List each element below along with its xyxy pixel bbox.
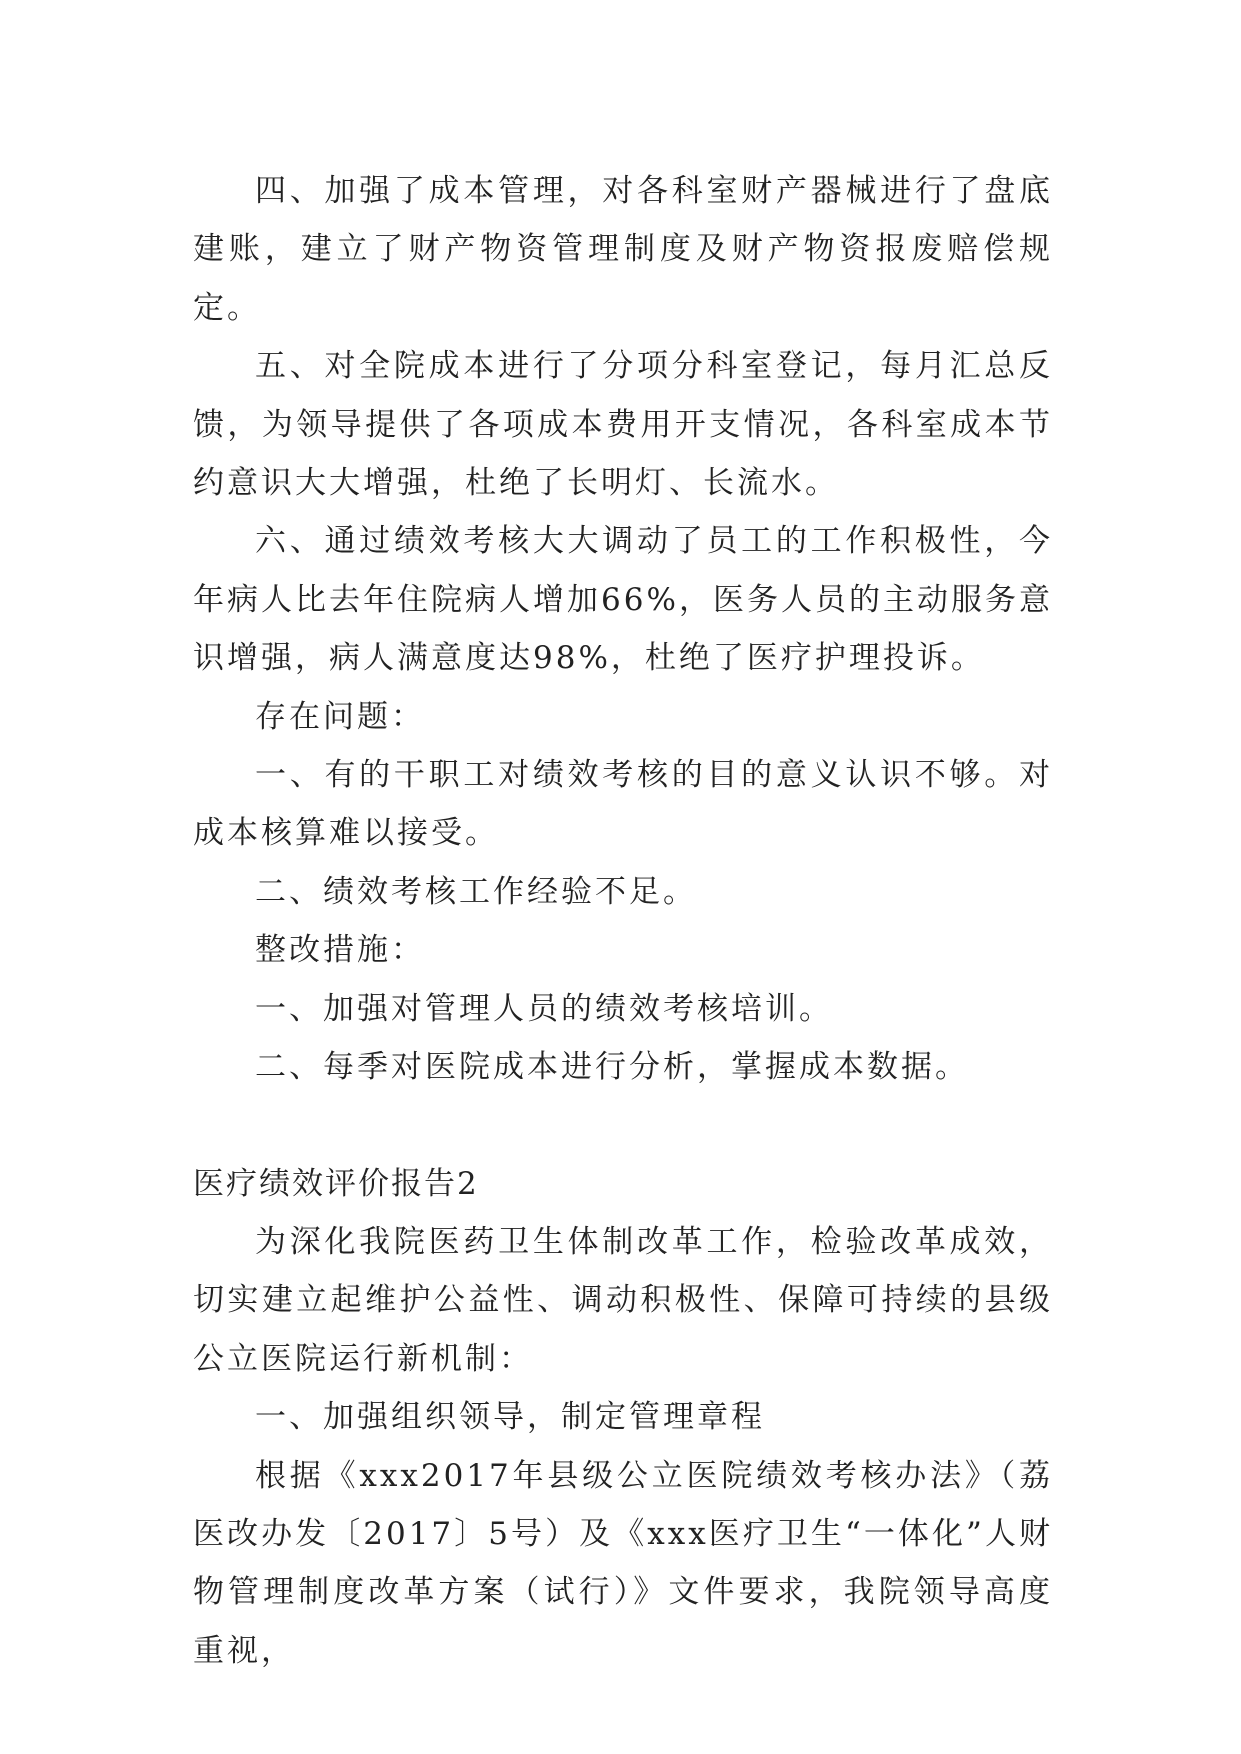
- paragraph-measure-2: 二、每季对医院成本进行分析，掌握成本数据。: [255, 1049, 969, 1086]
- paragraph-intro: 为深化我院医药卫生体制改革工作，检验改革成效，切实建立起维护公益性、调动积极性、保障可持续的县级公立医院运行新机制：: [193, 1223, 1053, 1377]
- paragraph-measure-1: 一、加强对管理人员的绩效考核培训。: [255, 990, 833, 1027]
- paragraph-problem-1: 一、有的干职工对绩效考核的目的意义认识不够。对成本核算难以接受。: [193, 757, 1053, 852]
- subheading-measures: 整改措施：: [255, 932, 425, 969]
- paragraph-problem-2: 二、绩效考核工作经验不足。: [255, 873, 697, 910]
- paragraph-performance-results: 六、通过绩效考核大大调动了员工的工作积极性，今年病人比去年住院病人增加66%，医务人员的主动服务意识增强，病人满意度达98%，杜绝了医疗护理投诉。: [193, 523, 1053, 677]
- subheading-organization: 一、加强组织领导，制定管理章程: [255, 1399, 765, 1436]
- paragraph-cost-registration: 五、对全院成本进行了分项分科室登记，每月汇总反馈，为领导提供了各项成本费用开支情况，各科室成本节约意识大大增强，杜绝了长明灯、长流水。: [193, 348, 1053, 502]
- paragraph-cost-management: 四、加强了成本管理，对各科室财产器械进行了盘底建账，建立了财产物资管理制度及财产物资报废赔偿规定。: [193, 173, 1053, 326]
- paragraph-basis: 根据《xxx2017年县级公立医院绩效考核办法》（荔医改办发〔2017〕5号）及《xxx医疗卫生“一体化”人财物管理制度改革方案（试行）》文件要求，我院领导高度重视，: [193, 1457, 1053, 1669]
- section-title: 医疗绩效评价报告2: [193, 1165, 479, 1202]
- document-body: [193, 162, 1053, 1680]
- subheading-problems: 存在问题：: [255, 698, 425, 735]
